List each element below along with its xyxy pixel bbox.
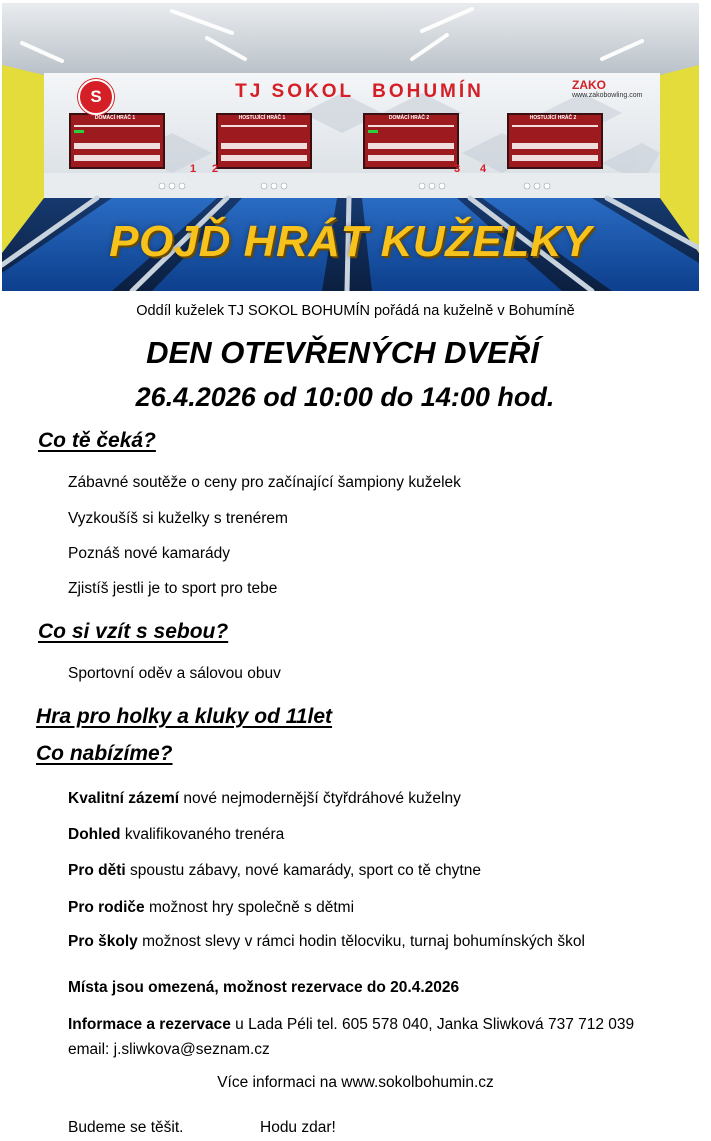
section-heading-bring: Co si vzít s sebou? [38,620,229,643]
offer-item-5-text: možnost slevy v rámci hodin tělocviku, turnaj bohumínských škol [137,933,585,950]
offer-item-2-text: kvalifikovaného trenéra [120,826,285,843]
offer-item-3-bold: Pro děti [68,862,126,879]
scoreboard-caption-4: HOSTUJÍCÍ HRÁČ 2 [529,115,577,121]
hero-photo [2,3,699,291]
expect-item-3: Poznáš nové kamarády [68,545,230,562]
sponsor-url: www.zakobowling.com [572,92,643,99]
offer-item-3 [68,862,481,880]
sponsor-logo: ZAKO www.zakobowling.com [572,78,643,99]
footer-greeting: Budeme se těšit. [68,1119,184,1136]
sokol-logo: S [78,79,114,115]
offer-item-1 [68,790,461,808]
offer-item-4-text: možnost hry společně s dětmi [144,899,355,916]
event-headline: DEN OTEVŘENÝCH DVEŘÍ [146,335,539,370]
footer-sign-off: Hodu zdar! [260,1119,336,1136]
lane-number-2: 2 [211,163,219,175]
age-heading: Hra pro holky a kluky od 11let [36,705,333,728]
intro-text: Oddíl kuželek TJ SOKOL BOHUMÍN pořádá na kuželně v Bohumíně [136,303,575,319]
event-date: 26.4.2026 od 10:00 do 14:00 hod. [135,382,555,412]
hall-sign-part-2: BOHUMÍN [372,81,484,102]
contact-email[interactable]: email: j.sliwkova@seznam.cz [68,1041,270,1058]
scoreboard-caption-3: DOMÁCÍ HRÁČ 2 [388,115,430,121]
scoreboard-caption-2: HOSTUJÍCÍ HRÁČ 1 [238,115,286,121]
offer-item-2 [68,826,284,844]
scoreboard-caption-1: DOMÁCÍ HRÁČ 1 [94,115,136,121]
offer-item-5-bold: Pro školy [68,933,138,950]
bring-item-1: Sportovní oděv a sálovou obuv [68,665,281,682]
offer-item-3-text: spoustu zábavy, nové kamarády, sport co tě chytne [125,862,481,879]
contact-label: Informace a rezervace [68,1016,231,1033]
offer-item-2-bold: Dohled [68,826,121,843]
section-heading-expect: Co tě čeká? [38,429,156,452]
offer-item-4-bold: Pro rodiče [68,899,145,916]
offer-item-1-text: nové nejmodernější čtyřdráhové kuželny [179,790,461,807]
offer-item-1-bold: Kvalitní zázemí [68,790,180,807]
lane-number-3: 3 [453,163,461,175]
contact-line [68,1016,634,1034]
section-heading-offer: Co nabízíme? [36,742,173,765]
lane-number-4: 4 [479,163,487,175]
contact-text: u Lada Péli tel. 605 578 040, Janka Sliwková 737 712 039 [230,1016,635,1033]
offer-item-5 [68,933,585,951]
limited-notice: Místa jsou omezená, možnost rezervace do 20.4.2026 [68,979,460,996]
expect-item-4: Zjistíš jestli je to sport pro tebe [68,580,278,597]
lane-number-1: 1 [189,163,197,175]
expect-item-2: Vyzkoušíš si kuželky s trenérem [68,510,288,527]
hero-title: POJĎ HRÁT KUŽELKY [109,217,592,266]
expect-item-1: Zábavné soutěže o ceny pro začínající šampiony kuželek [68,474,461,491]
hall-sign-part-1: TJ SOKOL [235,81,355,102]
offer-item-4 [68,899,354,917]
more-info-link[interactable]: Více informaci na www.sokolbohumin.cz [217,1074,494,1091]
